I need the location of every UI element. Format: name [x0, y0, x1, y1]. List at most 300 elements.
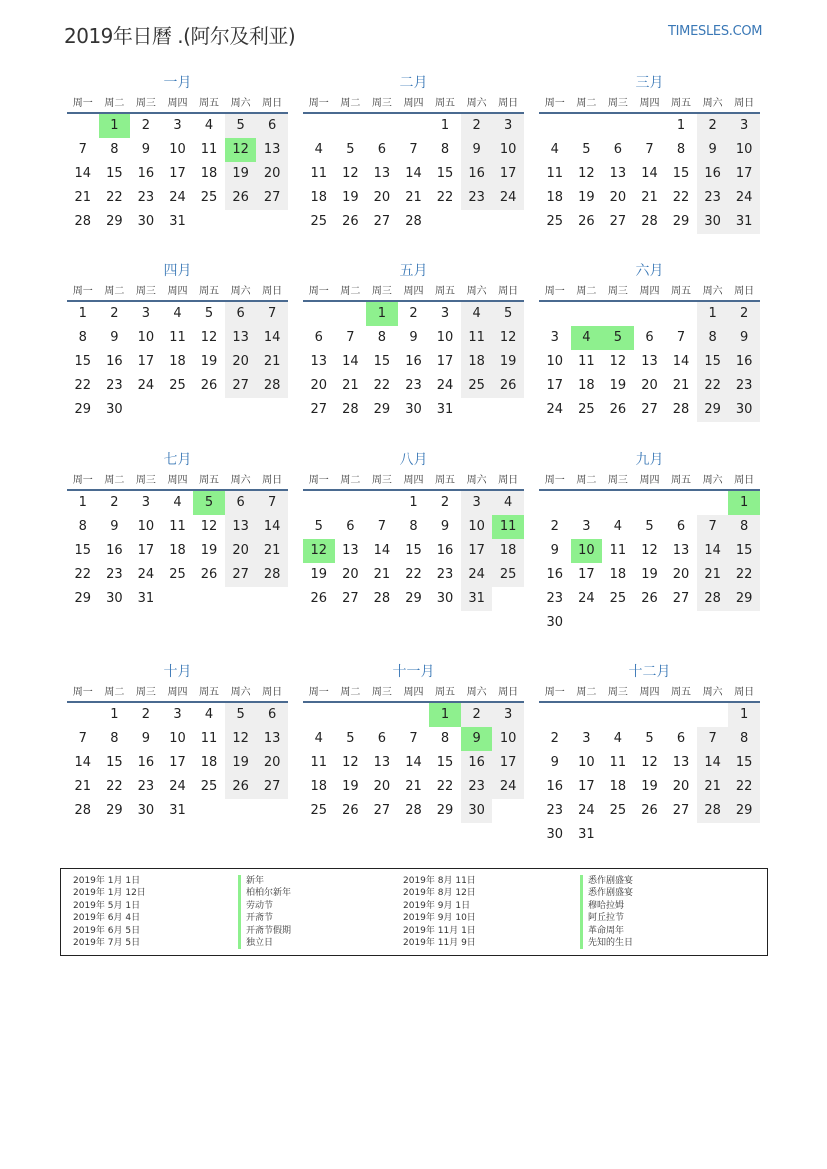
day-cell: 20: [609, 190, 627, 205]
weekday-label: 周五: [199, 98, 220, 109]
day-cell: 4: [613, 519, 623, 534]
month-name: 六月: [635, 263, 664, 279]
empty-day-cell: [665, 823, 697, 847]
weekday-label: 周五: [671, 286, 692, 297]
weekday-label: 周五: [435, 687, 456, 698]
empty-day-cell: [303, 491, 335, 515]
day-cell: 14: [74, 755, 92, 770]
day-cell: 15: [728, 751, 760, 775]
day-cell: 5: [602, 326, 634, 350]
day-cell: 30: [106, 591, 123, 606]
day-cell: 23: [728, 374, 760, 398]
day-cell: 11: [492, 515, 524, 539]
day-cell: 10: [137, 519, 155, 534]
day-cell: 21: [405, 779, 422, 794]
day-cell: 19: [200, 543, 218, 558]
day-cell: 16: [461, 751, 493, 775]
day-cell: 6: [256, 703, 288, 727]
day-cell: 14: [697, 539, 729, 563]
weekday-header: [303, 471, 524, 491]
empty-day-cell: [665, 703, 697, 727]
day-cell: 3: [492, 114, 524, 138]
empty-day-cell: [256, 587, 288, 611]
week-row: [539, 114, 760, 138]
weekday-label: 周一: [72, 286, 93, 297]
month-name: 四月: [163, 263, 192, 279]
weekday-label: 周四: [639, 475, 660, 486]
empty-day-cell: [539, 703, 571, 727]
month-10: [67, 661, 288, 823]
weekday-label: 周一: [72, 687, 93, 698]
day-cell: 14: [256, 326, 288, 350]
week-row: [67, 587, 288, 611]
day-cell: 10: [436, 330, 454, 345]
empty-day-cell: [602, 491, 634, 515]
day-cell: 25: [461, 374, 493, 398]
day-cell: 4: [314, 142, 323, 157]
day-cell: 6: [314, 330, 323, 345]
day-cell: 30: [405, 402, 422, 417]
day-cell: 2: [409, 306, 418, 321]
weekday-label: 周日: [498, 475, 519, 486]
day-cell: 6: [377, 731, 387, 746]
weekday-label: 周四: [167, 687, 188, 698]
day-cell: 3: [492, 703, 524, 727]
day-cell: 4: [173, 495, 182, 510]
day-cell: 27: [373, 803, 391, 818]
empty-day-cell: [162, 398, 194, 422]
day-cell: 12: [303, 539, 335, 563]
day-cell: 27: [672, 803, 690, 818]
day-cell: 19: [200, 354, 218, 369]
weekday-label: 周三: [371, 475, 392, 486]
day-cell: 10: [578, 755, 595, 770]
day-cell: 6: [346, 519, 355, 534]
day-cell: 22: [728, 563, 760, 587]
weekday-label: 周三: [607, 687, 628, 698]
week-row: [539, 563, 760, 587]
weekday-label: 周日: [734, 687, 755, 698]
weekday-label: 周四: [167, 98, 188, 109]
empty-day-cell: [602, 114, 634, 138]
empty-day-cell: [366, 491, 398, 515]
day-cell: 14: [697, 751, 729, 775]
day-cell: 11: [578, 354, 595, 369]
day-cell: 21: [697, 563, 729, 587]
weekday-label: 周五: [671, 98, 692, 109]
month-6: [539, 260, 760, 422]
day-cell: 31: [728, 210, 760, 234]
day-cell: 31: [137, 591, 155, 606]
day-cell: 26: [641, 803, 658, 818]
day-cell: 1: [78, 495, 87, 510]
month-name: 十一月: [392, 664, 435, 680]
day-cell: 7: [409, 142, 418, 157]
day-cell: 7: [697, 515, 729, 539]
holiday-date: 2019年 5月 1日: [73, 900, 141, 911]
day-cell: 22: [672, 190, 690, 205]
month-name: 十月: [163, 664, 192, 680]
day-cell: 22: [74, 378, 92, 393]
day-cell: 16: [106, 354, 123, 369]
day-cell: 20: [672, 567, 690, 582]
day-cell: 15: [74, 354, 92, 369]
day-cell: 23: [405, 378, 422, 393]
weekday-label: 周日: [262, 98, 283, 109]
week-row: [67, 326, 288, 350]
day-cell: 1: [78, 306, 87, 321]
weekday-label: 周五: [199, 687, 220, 698]
weekday-label: 周五: [435, 98, 456, 109]
week-row: [539, 611, 760, 635]
day-cell: 17: [137, 543, 155, 558]
day-cell: 12: [200, 519, 218, 534]
day-cell: 30: [137, 214, 155, 229]
day-cell: 13: [256, 727, 288, 751]
empty-day-cell: [398, 114, 430, 138]
week-row: [67, 563, 288, 587]
weekday-label: 周二: [104, 475, 125, 486]
empty-day-cell: [256, 799, 288, 823]
day-cell: 6: [225, 491, 257, 515]
empty-day-cell: [335, 703, 367, 727]
day-cell: 18: [200, 755, 218, 770]
week-row: [303, 703, 524, 727]
day-cell: 13: [225, 326, 257, 350]
weekday-label: 周一: [544, 286, 565, 297]
week-row: [539, 823, 760, 847]
day-cell: 7: [346, 330, 355, 345]
week-row: [303, 563, 524, 587]
day-cell: 24: [169, 190, 186, 205]
day-cell: 1: [440, 118, 450, 133]
week-row: [303, 539, 524, 563]
weekday-label: 周三: [607, 98, 628, 109]
holiday-list: [60, 868, 768, 956]
day-cell: 28: [672, 402, 690, 417]
empty-day-cell: [256, 398, 288, 422]
day-cell: 1: [99, 114, 131, 138]
holiday-name: 先知的生日: [580, 937, 633, 949]
week-row: [67, 186, 288, 210]
day-cell: 4: [173, 306, 182, 321]
day-cell: 23: [697, 186, 729, 210]
day-cell: 4: [550, 142, 559, 157]
day-cell: 12: [225, 727, 257, 751]
weekday-label: 周日: [262, 687, 283, 698]
empty-day-cell: [193, 587, 225, 611]
weekday-label: 周二: [104, 286, 125, 297]
day-cell: 3: [173, 707, 182, 722]
day-cell: 3: [728, 114, 760, 138]
brand-logo-text[interactable]: TIMESLES.COM: [668, 24, 763, 39]
day-cell: 3: [141, 495, 151, 510]
month-3: [539, 72, 760, 234]
weekday-label: 周四: [403, 98, 424, 109]
day-cell: 22: [74, 567, 92, 582]
day-cell: 14: [74, 166, 92, 181]
month-4: [67, 260, 288, 422]
empty-day-cell: [539, 302, 571, 326]
holiday-date: 2019年 6月 5日: [73, 925, 141, 936]
day-cell: 13: [310, 354, 328, 369]
day-cell: 2: [461, 114, 493, 138]
day-cell: 18: [169, 543, 186, 558]
day-cell: 29: [436, 803, 454, 818]
day-cell: 13: [641, 354, 658, 369]
day-cell: 17: [578, 779, 595, 794]
week-row: [539, 539, 760, 563]
day-cell: 20: [672, 779, 690, 794]
empty-day-cell: [461, 210, 493, 234]
day-cell: 26: [225, 186, 257, 210]
day-cell: 12: [578, 166, 595, 181]
month-name: 七月: [163, 452, 192, 468]
day-cell: 21: [342, 378, 359, 393]
day-cell: 4: [613, 731, 623, 746]
day-cell: 6: [613, 142, 623, 157]
weekday-label: 周一: [544, 687, 565, 698]
day-cell: 22: [106, 190, 123, 205]
day-cell: 19: [641, 779, 658, 794]
month-name: 九月: [635, 452, 664, 468]
empty-day-cell: [571, 703, 603, 727]
day-cell: 1: [429, 703, 461, 727]
day-cell: 25: [609, 803, 627, 818]
day-cell: 3: [440, 306, 450, 321]
day-cell: 21: [697, 775, 729, 799]
day-cell: 31: [436, 402, 454, 417]
week-row: [539, 350, 760, 374]
day-cell: 27: [310, 402, 328, 417]
weekday-header: [67, 471, 288, 491]
empty-day-cell: [665, 611, 697, 635]
day-cell: 7: [78, 142, 87, 157]
weekday-label: 周六: [702, 286, 723, 297]
week-row: [539, 210, 760, 234]
empty-day-cell: [303, 703, 335, 727]
day-cell: 7: [256, 302, 288, 326]
week-row: [67, 775, 288, 799]
day-cell: 7: [377, 519, 387, 534]
holiday-name: 独立日: [238, 937, 291, 949]
day-cell: 24: [492, 186, 524, 210]
day-cell: 21: [256, 350, 288, 374]
day-cell: 24: [137, 378, 155, 393]
weekday-label: 周六: [230, 687, 251, 698]
empty-day-cell: [571, 491, 603, 515]
day-cell: 25: [169, 567, 186, 582]
weekday-label: 周六: [230, 98, 251, 109]
weekday-header: [67, 282, 288, 302]
empty-day-cell: [697, 611, 729, 635]
day-cell: 2: [141, 118, 151, 133]
day-cell: 14: [641, 166, 658, 181]
month-11: [303, 661, 524, 823]
empty-day-cell: [728, 823, 760, 847]
day-cell: 18: [310, 779, 328, 794]
week-row: [539, 374, 760, 398]
day-cell: 2: [110, 306, 119, 321]
day-cell: 20: [641, 378, 658, 393]
day-cell: 13: [373, 166, 391, 181]
day-cell: 19: [225, 162, 257, 186]
weekday-label: 周一: [72, 98, 93, 109]
empty-day-cell: [665, 491, 697, 515]
day-cell: 26: [225, 775, 257, 799]
week-row: [303, 751, 524, 775]
day-cell: 26: [578, 214, 595, 229]
day-cell: 8: [728, 515, 760, 539]
day-cell: 23: [461, 775, 493, 799]
day-cell: 3: [582, 519, 591, 534]
week-row: [303, 210, 524, 234]
weekday-header: [303, 282, 524, 302]
day-cell: 7: [697, 727, 729, 751]
day-cell: 25: [546, 214, 564, 229]
day-cell: 17: [169, 166, 186, 181]
day-cell: 8: [728, 727, 760, 751]
day-cell: 28: [74, 803, 92, 818]
weekday-label: 周六: [230, 286, 251, 297]
day-cell: 9: [141, 142, 151, 157]
day-cell: 28: [641, 214, 658, 229]
empty-day-cell: [162, 587, 194, 611]
weekday-label: 周四: [403, 687, 424, 698]
weekday-label: 周二: [340, 687, 361, 698]
day-cell: 15: [106, 755, 123, 770]
day-cell: 25: [310, 214, 328, 229]
weekday-label: 周五: [671, 475, 692, 486]
weekday-label: 周日: [734, 475, 755, 486]
day-cell: 10: [546, 354, 564, 369]
week-row: [539, 162, 760, 186]
empty-day-cell: [571, 302, 603, 326]
weekday-label: 周四: [639, 286, 660, 297]
day-cell: 10: [169, 731, 186, 746]
day-cell: 23: [106, 378, 123, 393]
weekday-label: 周日: [734, 286, 755, 297]
weekday-label: 周六: [466, 98, 487, 109]
day-cell: 9: [141, 731, 151, 746]
empty-day-cell: [366, 114, 398, 138]
holiday-name: 革命周年: [580, 925, 633, 937]
empty-day-cell: [492, 210, 524, 234]
day-cell: 27: [225, 563, 257, 587]
day-cell: 20: [342, 567, 359, 582]
week-row: [67, 727, 288, 751]
day-cell: 17: [578, 567, 595, 582]
day-cell: 23: [106, 567, 123, 582]
day-cell: 5: [582, 142, 591, 157]
day-cell: 21: [672, 378, 690, 393]
week-row: [539, 587, 760, 611]
week-row: [539, 326, 760, 350]
day-cell: 14: [405, 166, 422, 181]
day-cell: 8: [440, 731, 450, 746]
month-2: [303, 72, 524, 234]
day-cell: 27: [342, 591, 359, 606]
weekday-label: 周三: [371, 687, 392, 698]
day-cell: 10: [137, 330, 155, 345]
day-cell: 19: [492, 350, 524, 374]
day-cell: 8: [409, 519, 418, 534]
day-cell: 21: [373, 567, 391, 582]
weekday-label: 周三: [607, 286, 628, 297]
day-cell: 23: [546, 803, 564, 818]
day-cell: 6: [377, 142, 387, 157]
empty-day-cell: [225, 587, 257, 611]
day-cell: 18: [609, 779, 627, 794]
day-cell: 11: [310, 755, 328, 770]
day-cell: 24: [578, 591, 595, 606]
day-cell: 11: [461, 326, 493, 350]
day-cell: 12: [342, 755, 359, 770]
day-cell: 20: [256, 162, 288, 186]
page-title: 2019年日曆 .(阿尔及利亚): [64, 24, 296, 48]
day-cell: 1: [728, 491, 760, 515]
day-cell: 23: [436, 567, 454, 582]
day-cell: 3: [173, 118, 182, 133]
empty-day-cell: [539, 114, 571, 138]
day-cell: 6: [645, 330, 654, 345]
empty-day-cell: [461, 398, 493, 422]
day-cell: 15: [728, 539, 760, 563]
day-cell: 29: [106, 214, 123, 229]
day-cell: 28: [697, 799, 729, 823]
day-cell: 16: [546, 567, 564, 582]
empty-day-cell: [398, 703, 430, 727]
weekday-label: 周五: [199, 475, 220, 486]
day-cell: 25: [310, 803, 328, 818]
day-cell: 15: [672, 166, 690, 181]
day-cell: 3: [461, 491, 493, 515]
day-cell: 12: [492, 326, 524, 350]
day-cell: 29: [74, 402, 92, 417]
week-row: [539, 302, 760, 326]
holiday-name: 新年: [238, 875, 291, 887]
day-cell: 13: [672, 755, 690, 770]
week-row: [67, 751, 288, 775]
day-cell: 9: [461, 138, 493, 162]
day-cell: 21: [405, 190, 422, 205]
day-cell: 11: [200, 142, 218, 157]
day-cell: 18: [461, 350, 493, 374]
empty-day-cell: [193, 799, 225, 823]
day-cell: 20: [225, 539, 257, 563]
day-cell: 25: [578, 402, 595, 417]
day-cell: 11: [200, 731, 218, 746]
day-cell: 12: [641, 543, 658, 558]
day-cell: 10: [571, 539, 603, 563]
month-name: 五月: [399, 263, 428, 279]
day-cell: 26: [200, 567, 218, 582]
day-cell: 19: [641, 567, 658, 582]
day-cell: 8: [676, 142, 686, 157]
day-cell: 27: [373, 214, 391, 229]
day-cell: 11: [609, 543, 627, 558]
day-cell: 13: [672, 543, 690, 558]
month-name: 八月: [399, 452, 428, 468]
week-row: [67, 799, 288, 823]
day-cell: 30: [436, 591, 454, 606]
week-row: [67, 302, 288, 326]
day-cell: 18: [200, 166, 218, 181]
holiday-name: 悉作剧盛宴: [580, 875, 633, 887]
week-row: [539, 703, 760, 727]
weekday-label: 周一: [544, 98, 565, 109]
day-cell: 9: [728, 326, 760, 350]
